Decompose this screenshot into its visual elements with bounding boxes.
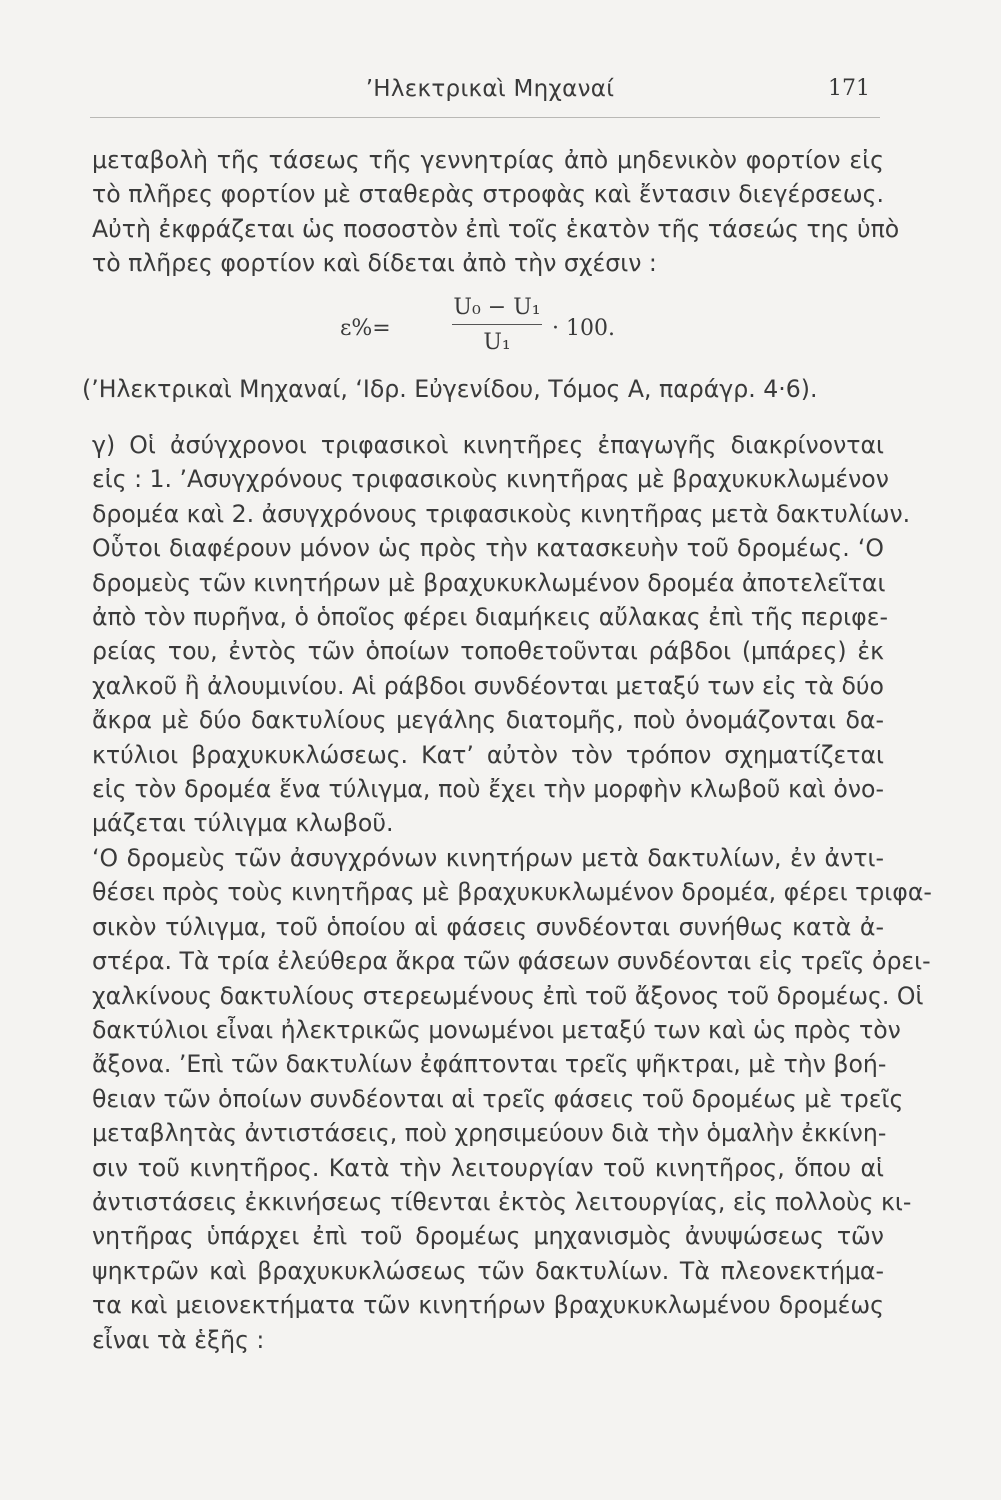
text-line: εἰς : 1. ’Ασυγχρόνους τριφασικοὺς κινητῆρας μὲ βραχυκυκλωμένον [92, 465, 889, 494]
text-line: μάζεται τύλιγμα κλωβοῦ. [92, 809, 394, 838]
text-line: ψηκτρῶν καὶ βραχυκυκλώσεως τῶν δακτυλίων. Τὰ πλεονεκτήμα- [92, 1256, 884, 1285]
text-line: Αὐτὴ ἐκφράζεται ὡς ποσοστὸν ἐπὶ τοῖς ἑκατὸν τῆς τάσεώς της ὑπὸ [92, 214, 900, 243]
text-line: ἀπὸ τὸν πυρῆνα, ὁ ὁποῖος φέρει διαμήκεις αὔλακας ἐπὶ τῆς περιφε- [92, 603, 888, 632]
running-head: ’Ηλεκτρικαὶ Μηχαναί [365, 76, 615, 102]
text-line: τα καὶ μειονεκτήματα τῶν κινητήρων βραχυκυκλωμένου δρομέως [92, 1291, 884, 1320]
text-line: εἰς τὸν δρομέα ἕνα τύλιγμα, ποὺ ἔχει τὴν μορφὴν κλωβοῦ καὶ ὀνο- [92, 775, 884, 804]
voltage-regulation-formula [92, 288, 884, 368]
text-line: νητῆρας ὑπάρχει ἐπὶ τοῦ δρομέως μηχανισμὸς ἀνυψώσεως τῶν [92, 1222, 884, 1251]
text-line: ‘Ο δρομεὺς τῶν ἀσυγχρόνων κινητήρων μετὰ δακτυλίων, ἐν ἀντι- [92, 843, 884, 872]
text-line: ἄκρα μὲ δύο δακτυλίους μεγάλης διατομῆς, ποὺ ὀνομάζονται δα- [92, 706, 884, 735]
text-line: τὸ πλῆρες φορτίον μὲ σταθερὰς στροφὰς καὶ ἔντασιν διεγέρσεως. [92, 180, 884, 209]
text-line: θειαν τῶν ὁποίων συνδέονται αἱ τρεῖς φάσεις τοῦ δρομέως μὲ τρεῖς [92, 1084, 904, 1113]
text-line: δρομεὺς τῶν κινητήρων μὲ βραχυκυκλωμένον δρομέα ἀποτελεῖται [92, 568, 886, 597]
text-line: δρομέα καὶ 2. ἀσυγχρόνους τριφασικοὺς κινητῆρας μετὰ δακτυλίων. [92, 499, 911, 528]
formula-numerator: U₀ − U₁ [453, 295, 541, 320]
text-line: ἀντιστάσεις ἐκκινήσεως τίθενται ἐκτὸς λειτουργίας, εἰς πολλοὺς κι- [92, 1187, 912, 1216]
text-line: χαλκίνους δακτυλίους στερεωμένους ἐπὶ τοῦ ἄξονος τοῦ δρομέως. Οἱ [92, 981, 924, 1010]
header-rule [90, 117, 880, 118]
text-line: κτύλιοι βραχυκυκλώσεως. Κατ’ αὐτὸν τὸν τρόπον σχηματίζεται [92, 740, 884, 769]
page-number: 171 [828, 76, 870, 101]
text-line: ἄξονα. ’Επὶ τῶν δακτυλίων ἐφάπτονται τρεῖς ψῆκτραι, μὲ τὴν βοή- [92, 1050, 887, 1079]
section-gamma [92, 428, 932, 1357]
formula-lhs: ε%= [340, 316, 391, 341]
formula-rhs: · 100. [552, 316, 615, 341]
text-line: Οὗτοι διαφέρουν μόνον ὡς πρὸς τὴν κατασκευὴν τοῦ δρομέως. ‘Ο [92, 534, 884, 563]
formula-fraction [452, 288, 542, 357]
text-line: θέσει πρὸς τοὺς κινητῆρας μὲ βραχυκυκλωμένον δρομέα, φέρει τριφα- [92, 878, 932, 907]
page-header [90, 72, 890, 112]
text-line: δακτύλιοι εἶναι ἠλεκτρικῶς μονωμένοι μεταξύ των καὶ ὡς πρὸς τὸν [92, 1015, 901, 1044]
text-line: μεταβολὴ τῆς τάσεως τῆς γεννητρίας ἀπὸ μηδενικὸν φορτίον εἰς [92, 146, 884, 174]
text-line: εἶναι τὰ ἑξῆς : [92, 1325, 265, 1354]
citation: (’Ηλεκτρικαὶ Μηχαναί, ‘Ιδρ. Εὐγενίδου, Τόμος Α, παράγρ. 4·6). [82, 375, 818, 403]
intro-paragraph [92, 143, 900, 281]
text-line: σιν τοῦ κινητῆρος. Κατὰ τὴν λειτουργίαν τοῦ κινητῆρος, ὅπου αἱ [92, 1153, 884, 1182]
text-line: σικὸν τύλιγμα, τοῦ ὁποίου αἱ φάσεις συνδέονται συνήθως κατὰ ἀ- [92, 912, 884, 941]
text-line: γ) Οἱ ἀσύγχρονοι τριφασικοὶ κινητῆρες ἐπαγωγῆς διακρίνονται [92, 431, 884, 459]
text-line: ρείας του, ἐντὸς τῶν ὁποίων τοποθετοῦνται ράβδοι (μπάρες) ἐκ [92, 637, 884, 666]
text-line: στέρα. Τὰ τρία ἐλεύθερα ἄκρα τῶν φάσεων συνδέονται εἰς τρεῖς ὀρει- [92, 947, 931, 976]
text-line: μεταβλητὰς ἀντιστάσεις, ποὺ χρησιμεύουν διὰ τὴν ὁμαλὴν ἐκκίνη- [92, 1119, 887, 1148]
formula-denominator: U₁ [483, 330, 511, 355]
text-line: τὸ πλῆρες φορτίον καὶ δίδεται ἀπὸ τὴν σχέσιν : [92, 249, 657, 278]
text-line: χαλκοῦ ἢ ἀλουμινίου. Αἱ ράβδοι συνδέονται μεταξύ των εἰς τὰ δύο [92, 671, 884, 700]
